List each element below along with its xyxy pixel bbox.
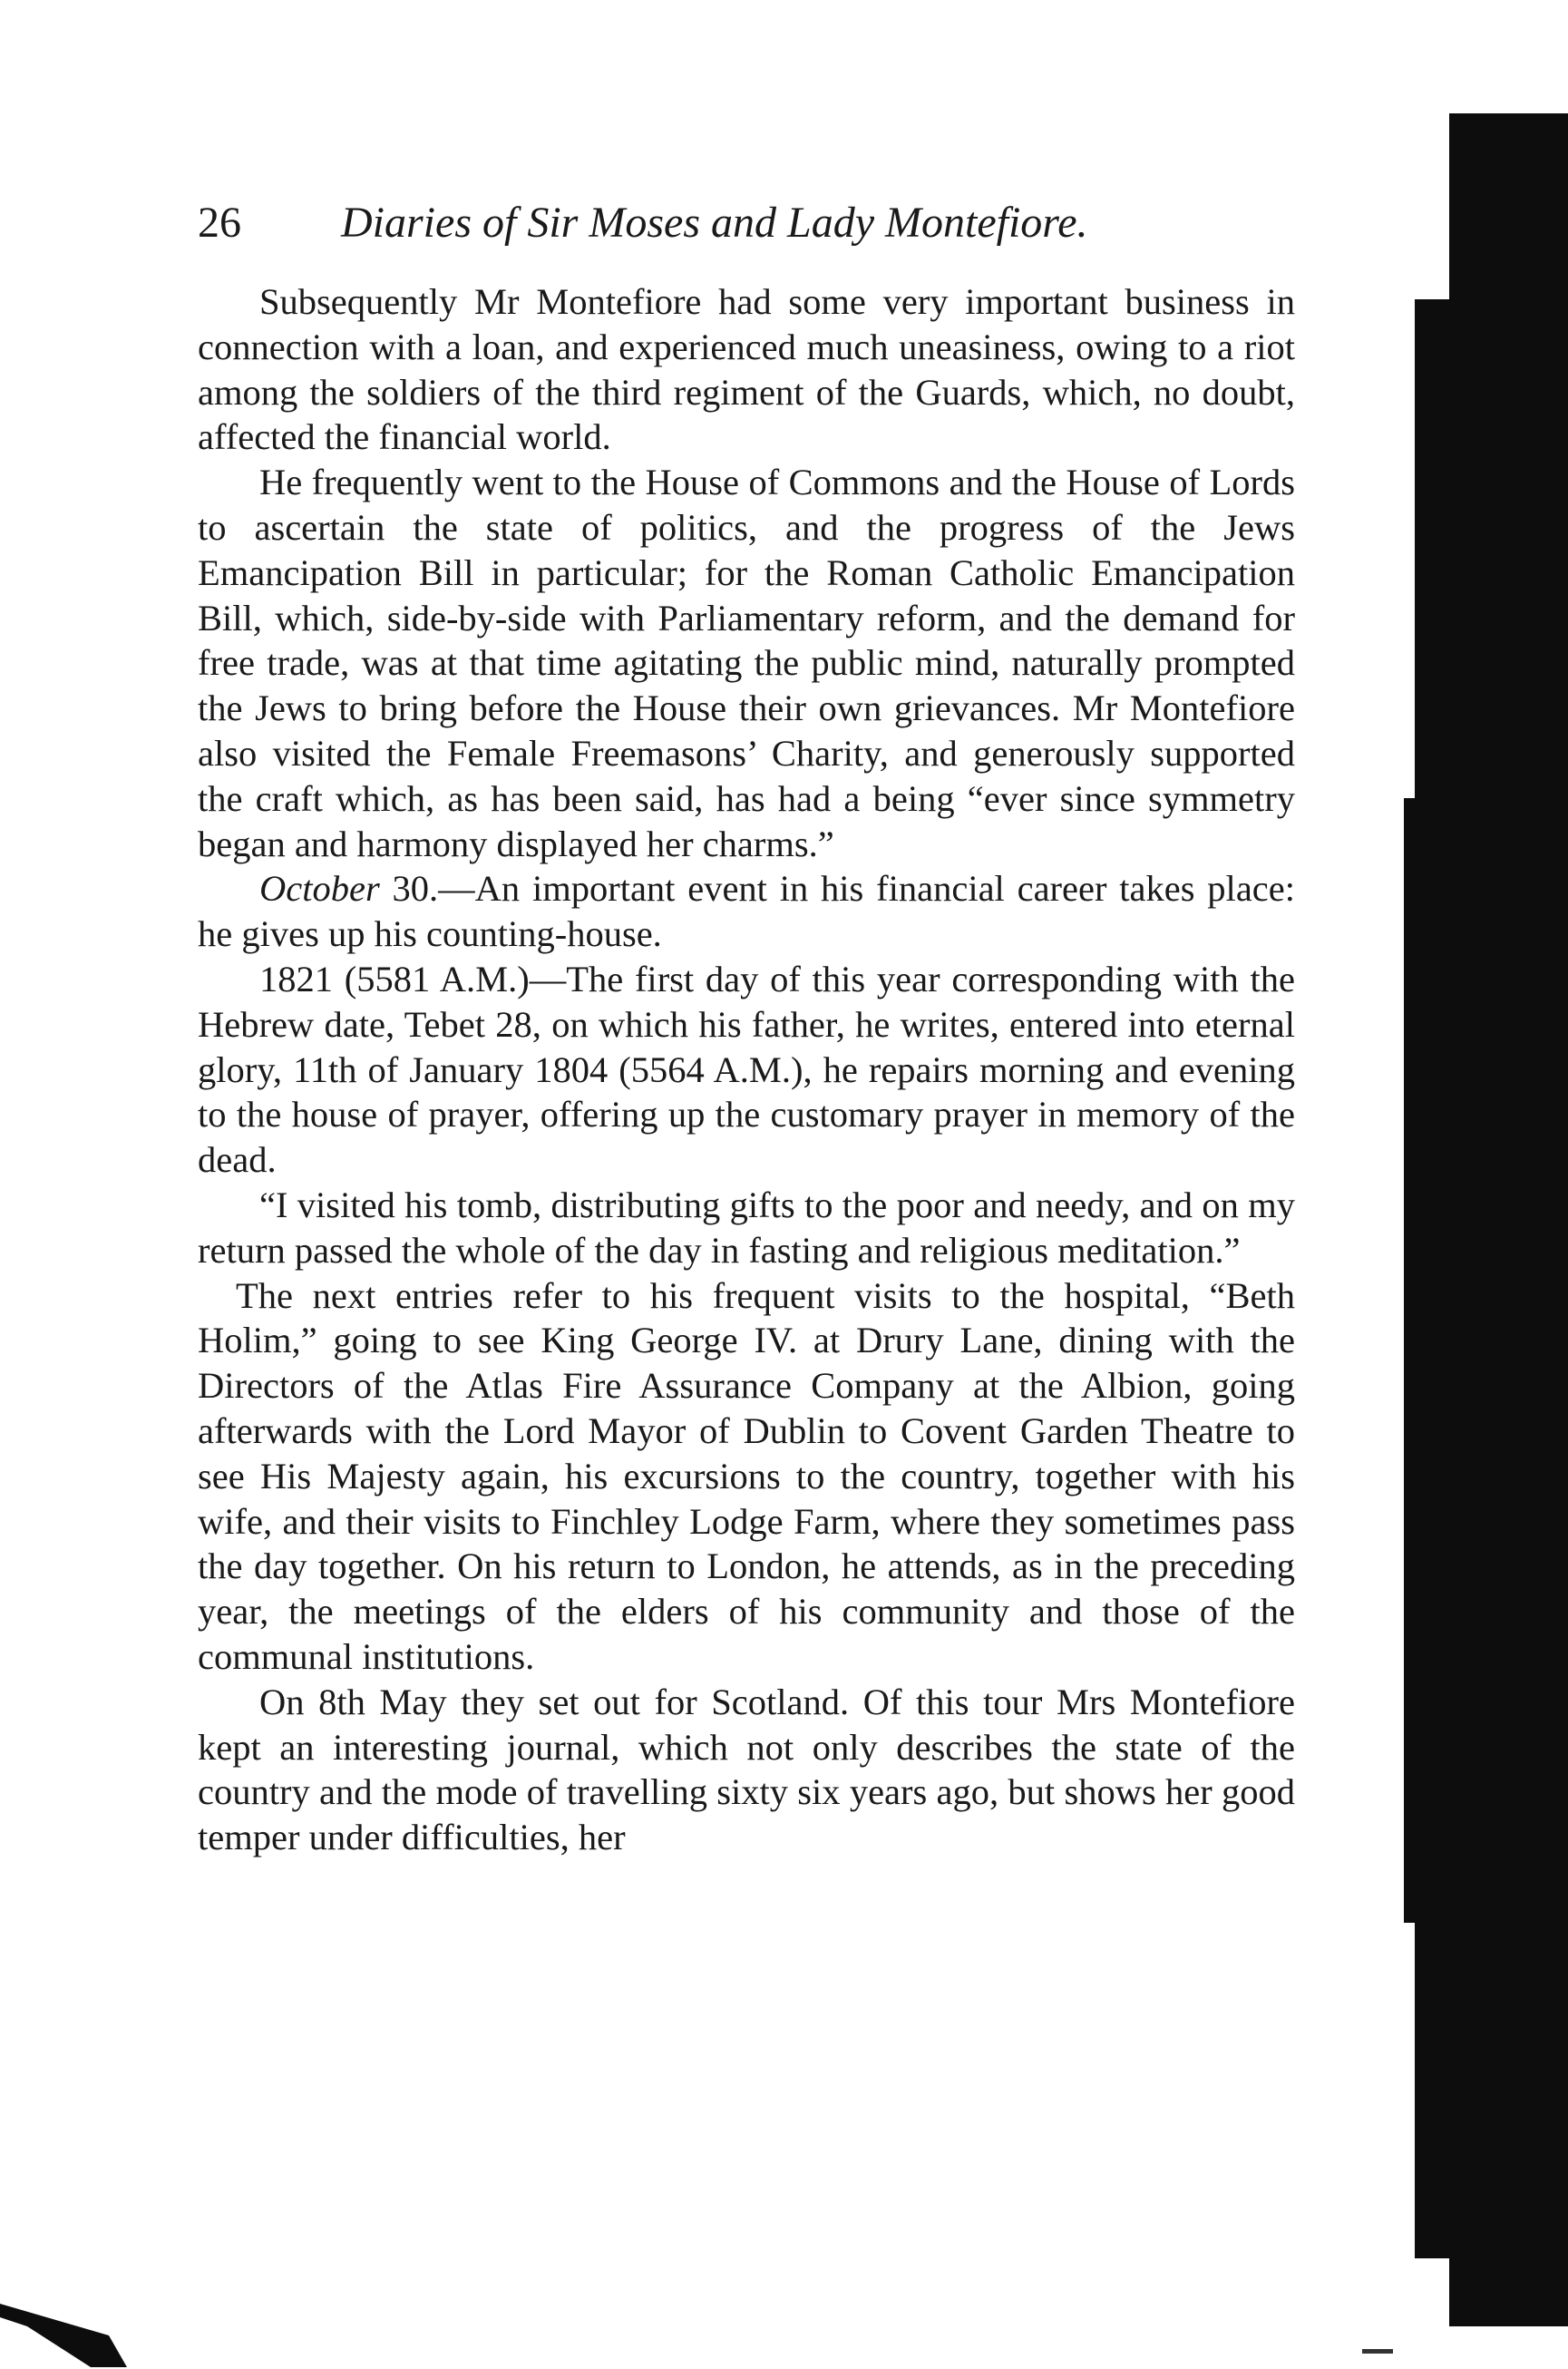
paragraph: Subsequently Mr Montefiore had some very important business in connection with a loan, and experienced much uneasiness, owing to a riot among the soldiers of the third regiment of the Guards, which, no doubt, affected the financial world. [198, 281, 1295, 458]
paragraph: 1821 (5581 A.M.)—The first day of this year corresponding with the Hebrew date, Tebet 28, on which his father, he writes, entered into eternal glory, 11th of January 1804 (5564 A.M.), he repairs morning and evening to the house of prayer, offering up the customary prayer in memory of the dead. [198, 958, 1295, 1181]
page-header [198, 198, 1331, 249]
paragraph [198, 866, 1295, 957]
scan-border [1449, 113, 1568, 2326]
paragraph: On 8th May they set out for Scotland. Of this tour Mrs Montefiore kept an interesting journal, which not only describes the state of the country and the mode of travelling sixty six years ago, but shows her good temper under difficulties, her [198, 1681, 1295, 1858]
scan-border-notch [1404, 798, 1422, 1923]
date-word: October [259, 868, 380, 910]
scan-corner-mark [0, 2295, 127, 2367]
paragraph: He frequently went to the House of Commons and the House of Lords to ascertain the state of politics, and the progress of the Jews Emancipation Bill in particular; for the Roman Catholic Emancipation Bill, which, side-by-side with Parliamentary reform, and the demand for free trade, was at that time agitating the public mind, naturally prompted the Jews to bring before the House their own grievances. Mr Montefiore also visited the Female Freemasons’ Charity, and generously supported the craft which, as has been said, has had a being “ever since symmetry began and harmony displayed her charms.” [198, 462, 1295, 864]
paragraph-text: 30.—An important event in his financial career takes place: he gives up his counting-house. [198, 868, 1295, 955]
scan-artifact [1362, 2349, 1393, 2354]
running-title: Diaries of Sir Moses and Lady Montefiore. [341, 199, 1088, 247]
body-text [198, 279, 1295, 1860]
paragraph: “I visited his tomb, distributing gifts to the poor and needy, and on my return passed the whole of the day in fasting and religious meditation.” [198, 1184, 1295, 1271]
paragraph: The next entries refer to his frequent visits to the hospital, “Beth Holim,” going to see King George IV. at Drury Lane, dining with the Directors of the Atlas Fire Assurance Company at the Albion, going afterwards with the Lord Mayor of Dublin to Covent Garden Theatre to see His Majesty again, his excursions to the country, together with his wife, and their visits to Finchley Lodge Farm, where they sometimes pass the day together. On his return to London, he attends, as in the preceding year, the meetings of the elders of his community and those of the communal institutions. [198, 1274, 1295, 1677]
page-number: 26 [198, 199, 241, 247]
